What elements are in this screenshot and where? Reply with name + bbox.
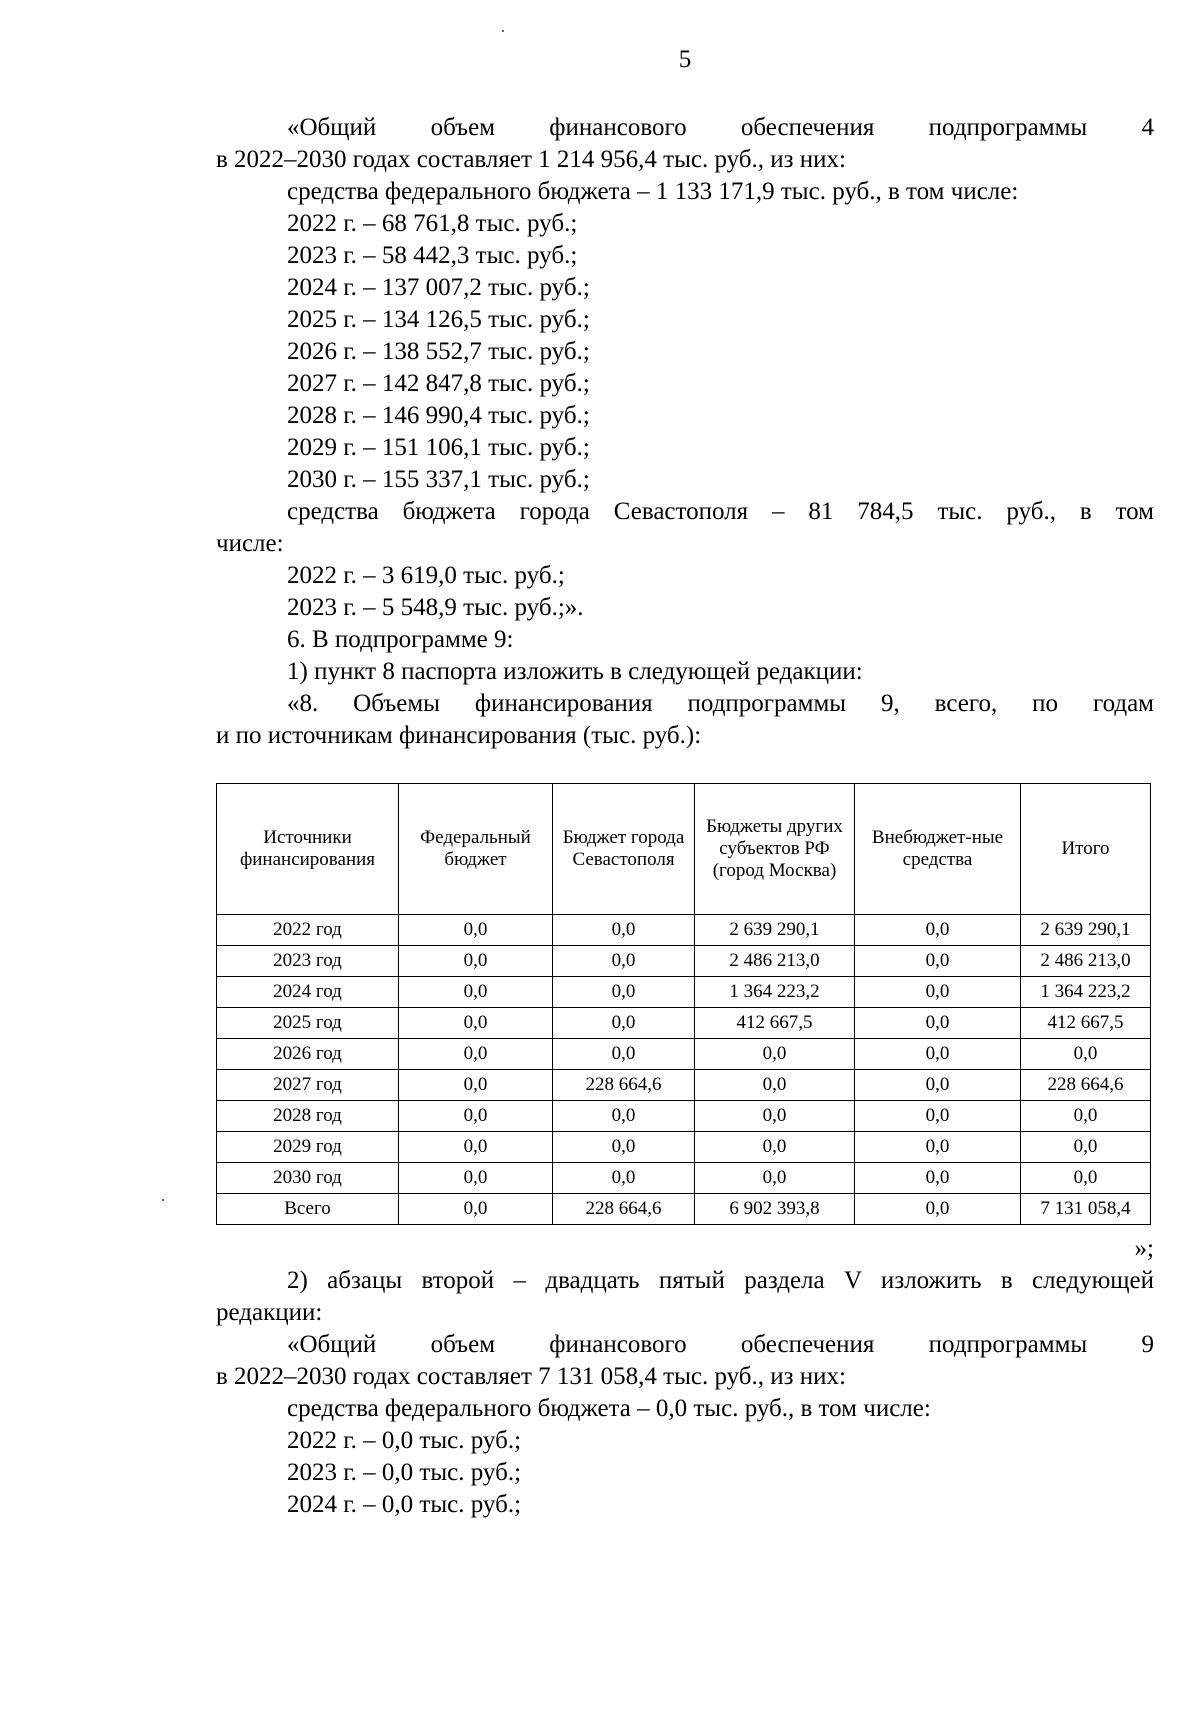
paragraph-line: «Общий объем финансового обеспечения подпрограммы 4 bbox=[287, 114, 1154, 141]
row-label-cell: 2026 год bbox=[217, 1039, 399, 1070]
value-cell: 0,0 bbox=[399, 1008, 553, 1039]
header-sevastopol: Бюджет города Севастополя bbox=[553, 784, 695, 915]
row-label-cell: 2024 год bbox=[217, 977, 399, 1008]
value-cell: 0,0 bbox=[399, 1163, 553, 1194]
header-federal: Федеральный бюджет bbox=[399, 784, 553, 915]
paragraph-line: 6. В подпрограмме 9: bbox=[287, 626, 514, 653]
table-row bbox=[217, 946, 1151, 977]
paragraph-line: средства бюджета города Севастополя – 81 784,5 тыс. руб., в том bbox=[287, 498, 1154, 525]
row-label-cell: 2023 год bbox=[217, 946, 399, 977]
value-cell: 0,0 bbox=[855, 1039, 1021, 1070]
paragraph-line: средства федерального бюджета – 1 133 171,9 тыс. руб., в том числе: bbox=[287, 178, 1019, 205]
paragraph-line: 2028 г. – 146 990,4 тыс. руб.; bbox=[287, 402, 590, 429]
value-cell: 1 364 223,2 bbox=[695, 977, 855, 1008]
value-cell: 0,0 bbox=[695, 1101, 855, 1132]
paragraph-line: 2022 г. – 3 619,0 тыс. руб.; bbox=[287, 562, 565, 589]
paragraph-line: 2023 г. – 58 442,3 тыс. руб.; bbox=[287, 242, 578, 269]
paragraph-line: в 2022–2030 годах составляет 1 214 956,4 тыс. руб., из них: bbox=[216, 146, 846, 173]
row-label-cell: Всего bbox=[217, 1194, 399, 1225]
value-cell: 2 639 290,1 bbox=[695, 915, 855, 946]
value-cell: 0,0 bbox=[695, 1163, 855, 1194]
row-label-cell: 2027 год bbox=[217, 1070, 399, 1101]
value-cell: 0,0 bbox=[855, 915, 1021, 946]
page-number: 5 bbox=[678, 46, 692, 73]
value-cell: 412 667,5 bbox=[1021, 1008, 1151, 1039]
value-cell: 2 486 213,0 bbox=[695, 946, 855, 977]
value-cell: 0,0 bbox=[855, 1194, 1021, 1225]
table-row bbox=[217, 1039, 1151, 1070]
closing-quote: »; bbox=[1134, 1235, 1154, 1262]
financing-table bbox=[216, 783, 1151, 1225]
row-label-cell: 2022 год bbox=[217, 915, 399, 946]
value-cell: 0,0 bbox=[399, 915, 553, 946]
table-row bbox=[217, 1194, 1151, 1225]
row-label-cell: 2025 год bbox=[217, 1008, 399, 1039]
paragraph-line: в 2022–2030 годах составляет 7 131 058,4 тыс. руб., из них: bbox=[216, 1363, 846, 1390]
paragraph-line: 1) пункт 8 паспорта изложить в следующей редакции: bbox=[287, 658, 863, 685]
value-cell: 0,0 bbox=[553, 1163, 695, 1194]
table-row bbox=[217, 1101, 1151, 1132]
value-cell: 0,0 bbox=[553, 1132, 695, 1163]
scan-speck bbox=[502, 30, 504, 32]
paragraph-line: средства федерального бюджета – 0,0 тыс. руб., в том числе: bbox=[287, 1395, 931, 1422]
value-cell: 0,0 bbox=[855, 1163, 1021, 1194]
value-cell: 0,0 bbox=[553, 1101, 695, 1132]
value-cell: 0,0 bbox=[399, 1039, 553, 1070]
value-cell: 2 639 290,1 bbox=[1021, 915, 1151, 946]
value-cell: 0,0 bbox=[399, 946, 553, 977]
value-cell: 0,0 bbox=[855, 946, 1021, 977]
value-cell: 0,0 bbox=[553, 1039, 695, 1070]
paragraph-line: 2030 г. – 155 337,1 тыс. руб.; bbox=[287, 466, 590, 493]
value-cell: 0,0 bbox=[553, 946, 695, 977]
scan-speck bbox=[162, 1199, 164, 1201]
value-cell: 0,0 bbox=[1021, 1039, 1151, 1070]
value-cell: 2 486 213,0 bbox=[1021, 946, 1151, 977]
table-row bbox=[217, 915, 1151, 946]
paragraph-line: 2026 г. – 138 552,7 тыс. руб.; bbox=[287, 338, 590, 365]
value-cell: 0,0 bbox=[1021, 1163, 1151, 1194]
table-row bbox=[217, 1163, 1151, 1194]
value-cell: 1 364 223,2 bbox=[1021, 977, 1151, 1008]
paragraph-line: 2027 г. – 142 847,8 тыс. руб.; bbox=[287, 370, 590, 397]
value-cell: 0,0 bbox=[399, 1132, 553, 1163]
paragraph-line: редакции: bbox=[216, 1299, 323, 1326]
table-row bbox=[217, 977, 1151, 1008]
row-label-cell: 2028 год bbox=[217, 1101, 399, 1132]
paragraph-line: 2029 г. – 151 106,1 тыс. руб.; bbox=[287, 434, 590, 461]
value-cell: 228 664,6 bbox=[1021, 1070, 1151, 1101]
paragraph-line: 2) абзацы второй – двадцать пятый раздела V изложить в следующей bbox=[287, 1267, 1154, 1294]
table-header-row bbox=[217, 784, 1151, 915]
paragraph-line: 2023 г. – 5 548,9 тыс. руб.;». bbox=[287, 594, 584, 621]
value-cell: 0,0 bbox=[695, 1132, 855, 1163]
value-cell: 0,0 bbox=[399, 1070, 553, 1101]
value-cell: 0,0 bbox=[1021, 1132, 1151, 1163]
table-body bbox=[217, 915, 1151, 1225]
header-total: Итого bbox=[1021, 784, 1151, 915]
paragraphs-bottom bbox=[216, 1265, 1154, 1521]
value-cell: 228 664,6 bbox=[553, 1194, 695, 1225]
header-sources: Источники финансирования bbox=[217, 784, 399, 915]
value-cell: 0,0 bbox=[855, 1070, 1021, 1101]
value-cell: 0,0 bbox=[695, 1039, 855, 1070]
value-cell: 0,0 bbox=[1021, 1101, 1151, 1132]
document-body bbox=[216, 112, 1154, 1521]
value-cell: 228 664,6 bbox=[553, 1070, 695, 1101]
value-cell: 0,0 bbox=[855, 1008, 1021, 1039]
paragraph-line: 2025 г. – 134 126,5 тыс. руб.; bbox=[287, 306, 590, 333]
value-cell: 0,0 bbox=[399, 1194, 553, 1225]
paragraph-line: и по источникам финансирования (тыс. руб.): bbox=[216, 722, 702, 749]
paragraphs-top bbox=[216, 112, 1154, 752]
value-cell: 0,0 bbox=[399, 977, 553, 1008]
paragraph-line: 2024 г. – 137 007,2 тыс. руб.; bbox=[287, 274, 590, 301]
value-cell: 0,0 bbox=[399, 1101, 553, 1132]
paragraph-line: «8. Объемы финансирования подпрограммы 9, всего, по годам bbox=[287, 690, 1154, 717]
value-cell: 0,0 bbox=[553, 915, 695, 946]
paragraph-line: 2022 г. – 68 761,8 тыс. руб.; bbox=[287, 210, 578, 237]
header-other-subjects: Бюджеты других субъектов РФ (город Москва) bbox=[695, 784, 855, 915]
paragraph-line: «Общий объем финансового обеспечения подпрограммы 9 bbox=[287, 1331, 1154, 1358]
value-cell: 0,0 bbox=[553, 1008, 695, 1039]
value-cell: 6 902 393,8 bbox=[695, 1194, 855, 1225]
value-cell: 0,0 bbox=[855, 1101, 1021, 1132]
paragraph-line: 2024 г. – 0,0 тыс. руб.; bbox=[287, 1491, 522, 1518]
header-extrabudgetary: Внебюджет-ные средства bbox=[855, 784, 1021, 915]
paragraph-line: 2023 г. – 0,0 тыс. руб.; bbox=[287, 1459, 522, 1486]
value-cell: 0,0 bbox=[553, 977, 695, 1008]
value-cell: 7 131 058,4 bbox=[1021, 1194, 1151, 1225]
paragraph-line: числе: bbox=[216, 530, 284, 557]
value-cell: 0,0 bbox=[855, 977, 1021, 1008]
value-cell: 0,0 bbox=[695, 1070, 855, 1101]
table-row bbox=[217, 1008, 1151, 1039]
row-label-cell: 2030 год bbox=[217, 1163, 399, 1194]
table-row bbox=[217, 1070, 1151, 1101]
table-row bbox=[217, 1132, 1151, 1163]
value-cell: 0,0 bbox=[855, 1132, 1021, 1163]
paragraph-line: 2022 г. – 0,0 тыс. руб.; bbox=[287, 1427, 522, 1454]
row-label-cell: 2029 год bbox=[217, 1132, 399, 1163]
value-cell: 412 667,5 bbox=[695, 1008, 855, 1039]
